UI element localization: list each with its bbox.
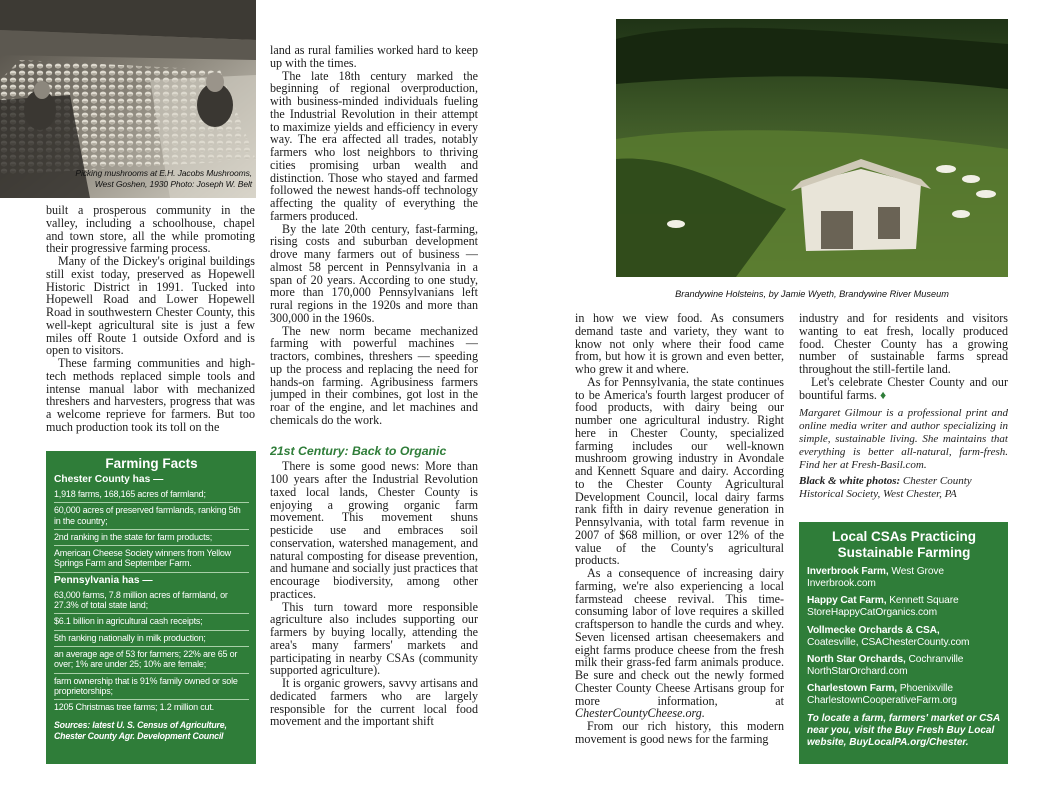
csa-item: North Star Orchards, Cochranville NorthStarOrchard.com	[807, 653, 964, 677]
csa-website: Inverbrook.com	[807, 578, 876, 589]
paragraph: From our rich history, this modern movement is good news for the farming	[575, 719, 784, 746]
painting-illustration	[616, 19, 1008, 277]
painting-caption: Brandywine Holsteins, by Jamie Wyeth, Brandywine River Museum	[675, 289, 949, 299]
paragraph: The new norm became mechanized farming with powerful machines — tractors, combines, threshers — speeding up the process and replacing the need for hands-on farming. Agribusiness farmers jumped in their combines, got lost in the roar of the engine, and let machines and chemicals do the work.	[270, 323, 478, 427]
fact-item: 2nd ranking in the state for farm products;	[54, 530, 249, 546]
brandywine-holsteins-painting	[616, 19, 1008, 277]
photo-credit: Black & white photos: Chester County Historical Society, West Chester, PA	[799, 475, 972, 501]
paragraph: By the late 20th century, fast-farming, rising costs and suburban development drove many farmers out of business — almost 58 percent in Pennsylvania in a span of 20 years. According to one study, more than 170,000 Pennsylvanians left rural regions in the 1920s and more than 300,000 in the 1960s.	[270, 221, 478, 325]
paragraph: Many of the Dickey's original buildings still exist today, preserved as Hopewell Historic District in 1991. Tucked into Hopewell Road and Lower Hopewell Road in southwestern Chester County, this well-kept agricultural site is just a few miles off Route 1 outside Oxford and is open to visitors.	[46, 254, 255, 358]
fact-item: 60,000 acres of preserved farmlands, ranking 5th in the country;	[54, 503, 249, 530]
local-csa-box	[799, 522, 1008, 764]
csa-website: StoreHappyCatOrganics.com	[807, 607, 937, 619]
fact-item: 1205 Christmas tree farms; 1.2 million cut.	[54, 702, 214, 713]
paragraph: There is some good news: More than 100 years after the Industrial Revolution taxed local lands, Chester County is enjoying a growing organic farm movement. This movement shuns pesticide use and embraces soil conservation, watershed management, and natural composting for disease prevention, and humane and socially just practices that encourage biodiversity, among other practices.	[270, 459, 478, 601]
article-column-2	[270, 44, 478, 768]
paragraph: This turn toward more responsible agriculture also includes supporting our farmers by buying locally, attending the area's many farmers' markets and participating in nearby CSAs (community supported agriculture).	[270, 599, 478, 678]
photo-caption: Picking mushrooms at E.H. Jacobs Mushrooms, West Goshen, 1930 Photo: Joseph W. Belt	[75, 168, 252, 189]
paragraph: industry and for residents and visitors wanting to eat fresh, locally produced food. Chester County has a growing number of sustainable farms spread throughout the still-fertile land.	[799, 312, 1008, 376]
csa-title: Local CSAs Practicing Sustainable Farming	[831, 529, 977, 560]
facts-title: Farming Facts	[105, 456, 198, 471]
paragraph: in how we view food. As consumers demand taste and variety, they want to know not only where their food came from, but how it is grown and even better, who grew it and where.	[575, 312, 784, 376]
farming-facts-box	[46, 451, 256, 764]
fact-item: 63,000 farms, 7.8 million acres of farmland, or 27.3% of total state land;	[54, 588, 249, 615]
csa-item: Vollmecke Orchards & CSA, Coatesville, CSAChesterCounty.com	[807, 624, 970, 648]
article-column-3	[575, 312, 784, 768]
fact-item: farm ownership that is 91% family owned or sole proprietorships;	[54, 674, 249, 701]
chester-heading: Chester County has —	[54, 474, 164, 485]
cheese-website-link: ChesterCountyCheese.org.	[575, 706, 705, 721]
facts-source: Sources: latest U. S. Census of Agriculture, Chester County Agr. Development Council	[54, 720, 227, 741]
fact-item: 5th ranking nationally in milk production;	[54, 631, 249, 647]
csa-website: NorthStarOrchard.com	[807, 665, 908, 677]
csa-website: CharlestownCooperativeFarm.org	[807, 695, 957, 707]
paragraph: As a consequence of increasing dairy farming, we're also experiencing a local farmstead cheese revival. This time-consuming labor of love requires a skilled craftsperson to handle the curds and whey. Seven licensed artisan cheesemakers and eight farms produce cheese from the fresh milk their grass-fed farm animals produce. Be sure and check out the newly formed Chester County Cheese Artisans group for more information, at ChesterCountyCheese.org.	[575, 566, 784, 721]
fact-item: an average age of 53 for farmers; 22% are 65 or over; 1% are under 25; 10% are female;	[54, 647, 249, 674]
paragraph: It is organic growers, savvy artisans and dedicated farmers who are largely responsible for the current local food movement and the important shift	[270, 676, 478, 729]
article-column-4	[799, 312, 1008, 517]
article-column-1	[46, 204, 255, 448]
pennsylvania-heading: Pennsylvania has —	[54, 574, 153, 586]
paragraph: These farming communities and high-tech methods replaced simple tools and intense manual labor with mechanized threshers and harvesters, progress that was a welcome reprieve for farmers. But too much production took its toll on the	[46, 356, 255, 434]
author-bio: Margaret Gilmour is a professional print and online media writer and author specializing in simple, sustainable living. She maintains that everything is better all-natural, farm-fresh. Find her at Fresh-Basil.com.	[799, 407, 1008, 472]
csa-website: CSAChesterCounty.com	[861, 636, 970, 648]
paragraph: built a prosperous community in the valley, including a schoolhouse, chapel and town store, all the while promoting their progressive farming process.	[46, 204, 255, 256]
csa-item: Inverbrook Farm, West Grove Inverbrook.com	[807, 566, 944, 589]
paragraph: Let's celebrate Chester County and our bountiful farms. ♦	[799, 374, 1008, 402]
csa-note: To locate a farm, farmers' market or CSA near you, visit the Buy Fresh Buy Local website, BuyLocalPA.org/Chester.	[807, 713, 1000, 749]
paragraph: land as rural families worked hard to keep up with the times.	[270, 44, 478, 70]
paragraph: As for Pennsylvania, the state continues to be America's fourth largest producer of food products, with dairy being our number one agricultural industry. Right here in Chester County, specialized farming includes our well-known mushroom growing industry in Avondale and Kennett Square and dairy. According to the Chester County Agricultural Development Council, local dairy farms rank fifth in dairy revenue generation in Pennsylvania, with total farm revenue in 2007 of $68 million, or over 12% of the value of the County's agricultural products.	[575, 374, 784, 568]
paragraph: The late 18th century marked the beginning of regional overproduction, with business-minded individuals fueling the Industrial Revolution in their attempt to maximize yields and efficiency in every way. The era affected all trades, notably farmers who lost neighbors to thriving cities promising urban wealth and distinction. Those who stayed and farmed followed the newest hands-off technology affecting the quality of everything the farmers produced.	[270, 68, 478, 223]
fact-item: $6.1 billion in agricultural cash receipts;	[54, 614, 249, 630]
csa-item: Charlestown Farm, Phoenixville CharlestownCooperativeFarm.org	[807, 683, 957, 707]
end-mark-icon: ♦	[879, 387, 887, 402]
fact-item: American Cheese Society winners from Yellow Springs Farm and September Farm.	[54, 546, 249, 573]
section-subhead: 21st Century: Back to Organic	[270, 443, 447, 458]
fact-item: 1,918 farms, 168,165 acres of farmland;	[54, 487, 249, 503]
csa-item: Happy Cat Farm, Kennett Square StoreHappyCatOrganics.com	[807, 595, 959, 619]
